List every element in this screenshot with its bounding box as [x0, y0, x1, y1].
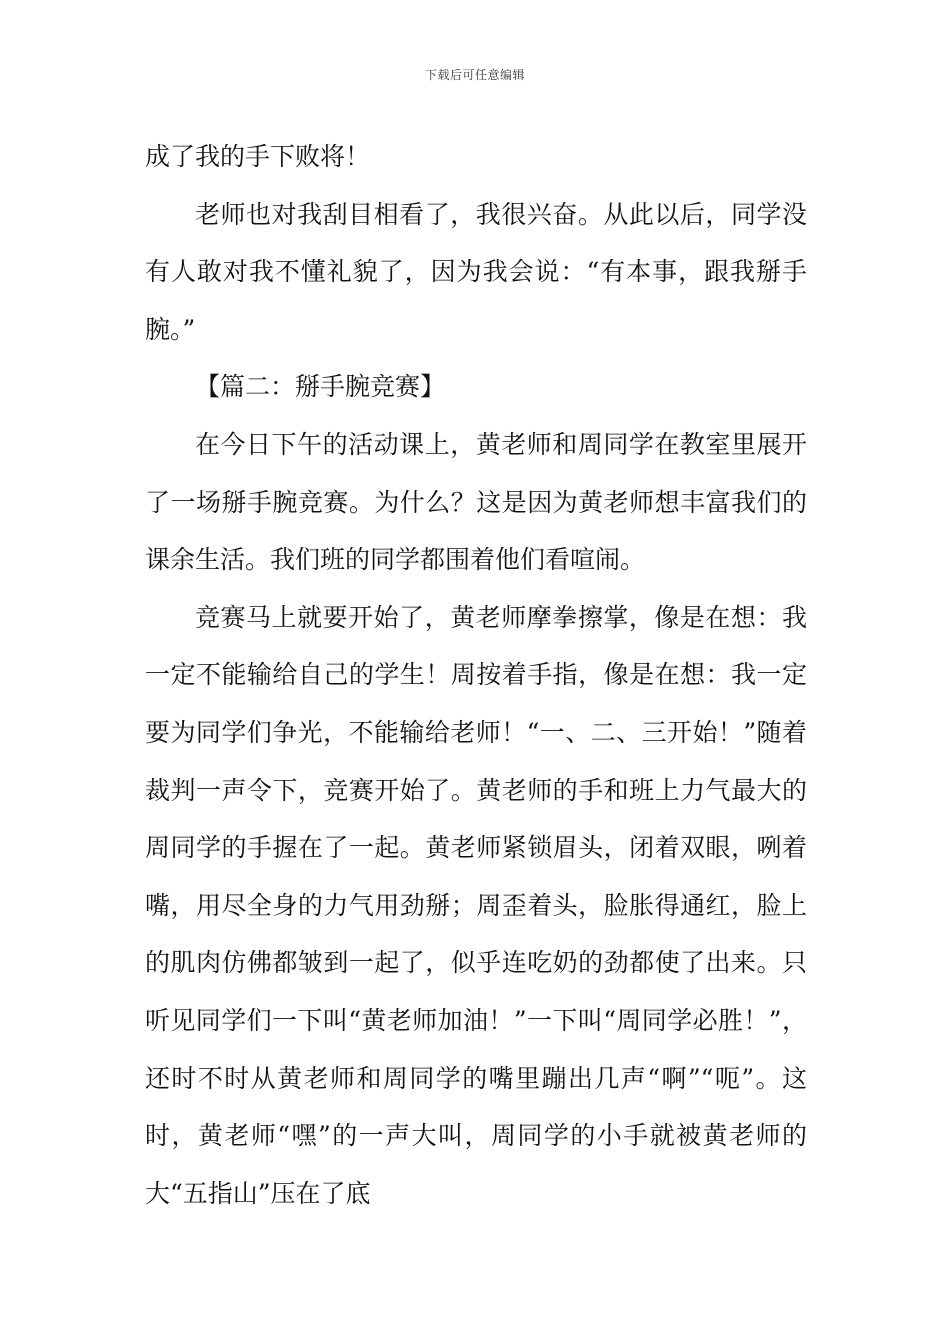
section-heading: 【篇二：掰手腕竞赛】	[195, 372, 446, 402]
paragraph: 老师也对我刮目相看了，我很兴奋。从此以后，同学没有人敢对我不懂礼貌了，因为我会说：“有本事，跟我掰手腕。”	[145, 199, 807, 344]
document-body	[145, 128, 807, 1222]
paragraph: 竞赛马上就要开始了，黄老师摩拳擦掌，像是在想：我一定不能输给自己的学生！周按着手指，像是在想：我一定要为同学们争光，不能输给老师！“一、二、三开始！”随着裁判一声令下，竞赛开始了。黄老师的手和班上力气最大的周同学的手握在了一起。黄老师紧锁眉头，闭着双眼，咧着嘴，用尽全身的力气用劲掰；周歪着头，脸胀得通红，脸上的肌肉仿佛都皱到一起了，似乎连吃奶的劲都使了出来。只听见同学们一下叫“黄老师加油！”一下叫“周同学必胜！”，还时不时从黄老师和周同学的嘴里蹦出几声“啊”“呃”。这时，黄老师“嘿”的一声大叫，周同学的小手就被黄老师的大“五指山”压在了底	[145, 602, 807, 1208]
paragraph: 成了我的手下败将！	[145, 142, 371, 171]
page-header-note: 下载后可任意编辑	[424, 68, 525, 82]
paragraph: 在今日下午的活动课上，黄老师和周同学在教室里展开了一场掰手腕竞赛。为什么？这是因为黄老师想丰富我们的课余生活。我们班的同学都围着他们看喧闹。	[145, 429, 807, 575]
